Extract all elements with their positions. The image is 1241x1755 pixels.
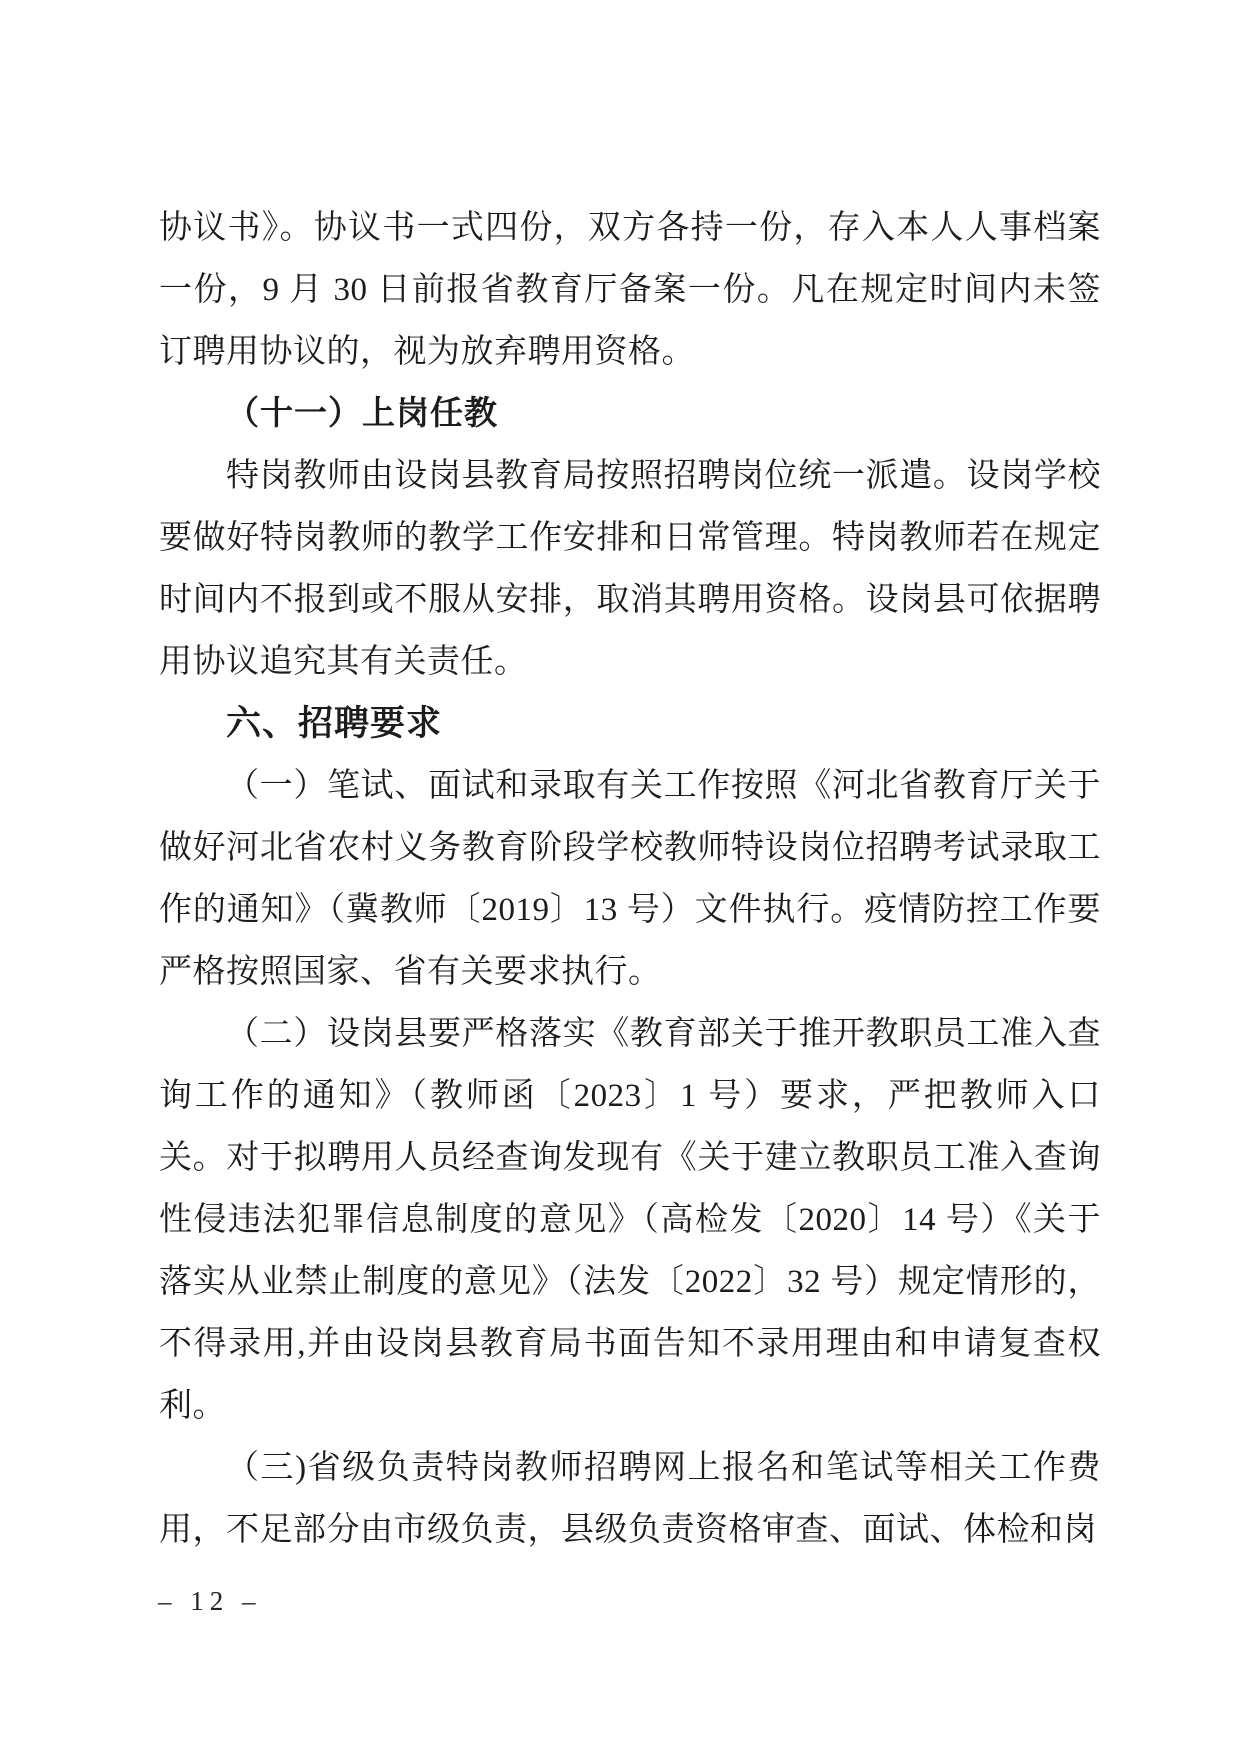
paragraph-item-3-fees: （三)省级负责特岗教师招聘网上报名和笔试等相关工作费用，不足部分由市级负责，县级负责资格审查、面试、体检和岗 xyxy=(159,1450,1101,1548)
document-body xyxy=(159,197,1101,1561)
paragraph-posting-assignment: 特岗教师由设岗县教育局按照招聘岗位统一派遣。设岗学校要做好特岗教师的教学工作安排和日常管理。特岗教师若在规定时间内不报到或不服从安排，取消其聘用资格。设岗县可依据聘用协议追究其有关责任。 xyxy=(159,458,1101,680)
paragraph-item-1-exam-admission: （一）笔试、面试和录取有关工作按照《河北省教育厅关于做好河北省农村义务教育阶段学校教师特设岗位招聘考试录取工作的通知》（冀教师〔2019〕13 号）文件执行。疫情防控工作要严格按照国家、省有关要求执行。 xyxy=(159,768,1101,990)
section-heading-6-recruitment-requirements: 六、招聘要求 xyxy=(226,704,443,743)
page-number: – 12 – xyxy=(158,1586,262,1616)
subsection-heading-11-posting: （十一）上岗任教 xyxy=(226,396,498,432)
paragraph-item-2-entry-check: （二）设岗县要严格落实《教育部关于推开教职员工准入查询工作的通知》（教师函〔2023〕1 号）要求，严把教师入口关。对于拟聘用人员经查询发现有《关于建立教职员工准入查询性侵违法犯罪信息制度的意见》（高检发〔2020〕14 号）《关于落实从业禁止制度的意见》（法发〔2022〕32 号）规定情形的，不得录用,并由设岗县教育局书面告知不录用理由和申请复查权利。 xyxy=(159,1016,1102,1424)
paragraph-agreement-continuation: 协议书》。协议书一式四份，双方各持一份，存入本人人事档案一份，9 月 30 日前报省教育厅备案一份。凡在规定时间内未签订聘用协议的，视为放弃聘用资格。 xyxy=(159,210,1101,370)
